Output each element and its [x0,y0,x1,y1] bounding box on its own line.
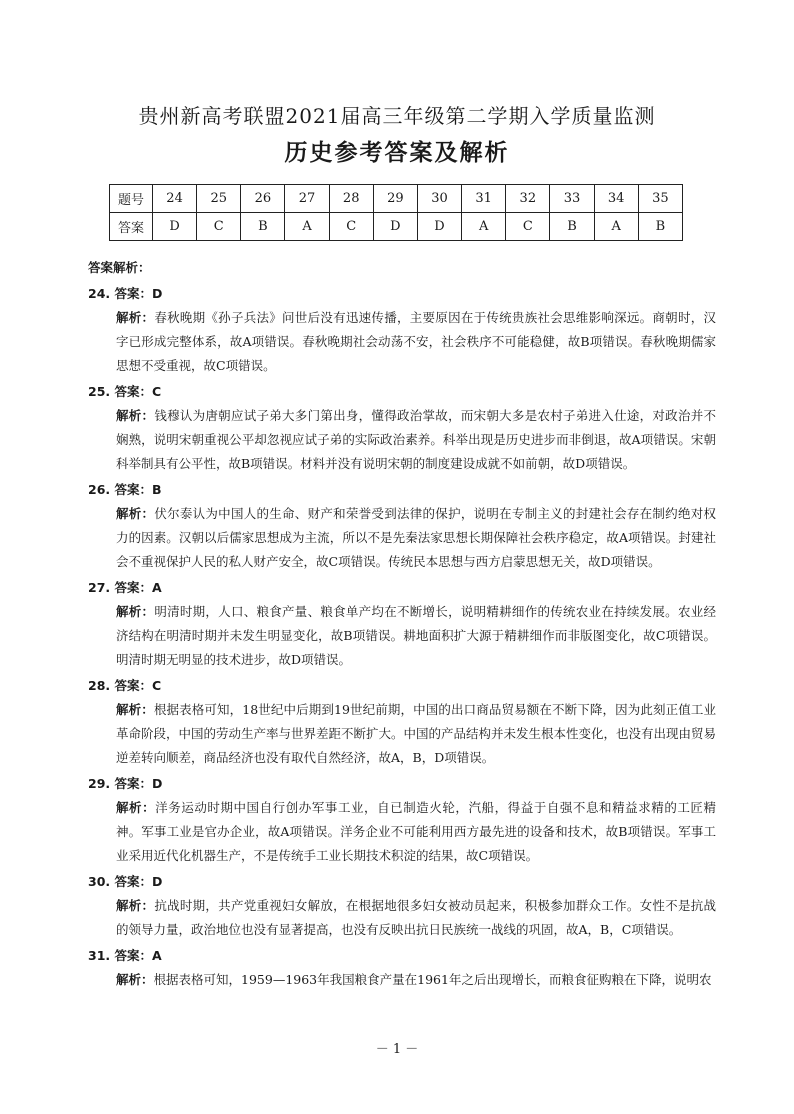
question-answer-heading: 25. 答案：C [88,384,162,399]
answer-cell: B [241,213,285,241]
question-answer-heading: 28. 答案：C [88,678,162,693]
row-label-answer: 答案 [110,213,153,241]
explanation-text: 钱穆认为唐朝应试子弟大多门第出身，懂得政治掌故，而宋朝大多是农村子弟进入仕途，对政治并不娴熟，说明宋朝重视公平却忽视应试子弟的实际政治素养。科举出现是历史进步而非倒退，故A项错误。宋朝科举制具有公平性，故B项错误。材料并没有说明宋朝的制度建设成就不如前朝，故D项错误。 [116,408,716,471]
question-explanation [88,894,716,942]
question-number-cell: 32 [506,185,550,213]
question-number-cell: 26 [241,185,285,213]
answer-cell: D [373,213,417,241]
question-explanation [88,600,716,672]
question-number-cell: 34 [594,185,638,213]
question-answer-heading: 29. 答案：D [88,776,163,791]
document-title: 贵州新高考联盟2021届高三年级第二学期入学质量监测 [138,104,656,128]
explanation-text: 伏尔泰认为中国人的生命、财产和荣誉受到法律的保护，说明在专制主义的封建社会存在制约绝对权力的因素。汉朝以后儒家思想成为主流，所以不是先秦法家思想长期保障社会秩序稳定，故A项错误。封建社会不重视保护人民的私人财产安全，故C项错误。传统民本思想与西方启蒙思想无关，故D项错误。 [116,506,716,569]
answer-cell: A [462,213,506,241]
answer-cell: A [594,213,638,241]
answer-cell: D [417,213,461,241]
answer-cell: A [285,213,329,241]
explanation-text: 明清时期，人口、粮食产量、粮食单产均在不断增长，说明精耕细作的传统农业在持续发展。农业经济结构在明清时期并未发生明显变化，故B项错误。耕地面积扩大源于精耕细作而非版图变化，故C项错误。明清时期无明显的技术进步，故D项错误。 [116,604,716,667]
answer-table-number-row [110,185,683,213]
explanation-text: 洋务运动时期中国自行创办军事工业，自已制造火轮，汽船，得益于自强不息和精益求精的工匠精神。军事工业是官办企业，故A项错误。洋务企业不可能利用西方最先进的设备和技术，故B项错误。军事工业采用近代化机器生产，不是传统手工业长期技术积淀的结果，故C项错误。 [116,800,716,863]
question-explanation [88,698,716,770]
question-answer-heading: 26. 答案：B [88,482,162,497]
explanation-text: 春秋晚期《孙子兵法》问世后没有迅速传播，主要原因在于传统贵族社会思维影响深远。商朝时，汉字已形成完整体系，故A项错误。春秋晚期社会动荡不安，社会秩序不可能稳健，故B项错误。春秋晚期儒家思想不受重视，故C项错误。 [116,310,716,373]
answer-cell: D [153,213,197,241]
question-block-24 [88,282,716,378]
question-number-cell: 28 [329,185,373,213]
question-number-cell: 27 [285,185,329,213]
question-block-25 [88,380,716,476]
row-label-number: 题号 [110,185,153,213]
answer-cell: B [550,213,594,241]
explanation-label: 解析： [116,898,155,913]
question-block-31 [88,944,716,992]
explanation-label: 解析： [116,800,156,815]
document-subtitle: 历史参考答案及解析 [284,140,510,166]
explanation-label: 解析： [116,506,155,521]
explanation-label: 解析： [116,702,154,717]
question-explanation [88,306,716,378]
question-block-26 [88,478,716,574]
answer-cell: C [329,213,373,241]
question-block-29 [88,772,716,868]
question-explanation [88,968,716,992]
answer-table-answer-row [110,213,683,241]
analysis-heading: 答案解析： [88,260,151,275]
explanation-text: 根据表格可知，18世纪中后期到19世纪前期，中国的出口商品贸易额在不断下降，因为此刻正值工业革命阶段，中国的劳动生产率与世界差距不断扩大。中国的产品结构并未发生根本性变化，也没有出现由贸易逆差转向顺差，商品经济也没有取代自然经济，故A，B，D项错误。 [116,702,717,765]
question-answer-heading: 24. 答案：D [88,286,163,301]
question-explanation [88,404,716,476]
question-number-cell: 24 [153,185,197,213]
explanation-label: 解析： [116,310,155,325]
explanation-text: 根据表格可知，1959—1963年我国粮食产量在1961年之后出现增长，而粮食征购粮在下降，说明农 [153,972,712,987]
answer-cell: B [638,213,682,241]
explanation-label: 解析： [116,408,155,423]
explanation-label: 解析： [116,972,154,987]
page-number: － 1 － [375,1042,419,1057]
explanation-text: 抗战时期，共产党重视妇女解放，在根据地很多妇女被动员起来，积极参加群众工作。女性不是抗战的领导力量，政治地位也没有显著提高，也没有反映出抗日民族统一战线的巩固，故A，B，C项错误。 [116,898,716,937]
question-explanation [88,502,716,574]
question-block-27 [88,576,716,672]
question-number-cell: 35 [638,185,682,213]
question-answer-heading: 31. 答案：A [88,948,162,963]
question-number-cell: 30 [417,185,461,213]
answer-cell: C [197,213,241,241]
question-number-cell: 25 [197,185,241,213]
question-answer-heading: 30. 答案：D [88,874,163,889]
question-number-cell: 29 [373,185,417,213]
answer-table [109,184,683,241]
question-block-28 [88,674,716,770]
question-block-30 [88,870,716,942]
question-explanation [88,796,716,868]
question-answer-heading: 27. 答案：A [88,580,162,595]
answer-cell: C [506,213,550,241]
analysis-section [88,256,716,992]
question-number-cell: 31 [462,185,506,213]
question-number-cell: 33 [550,185,594,213]
explanation-label: 解析： [116,604,155,619]
